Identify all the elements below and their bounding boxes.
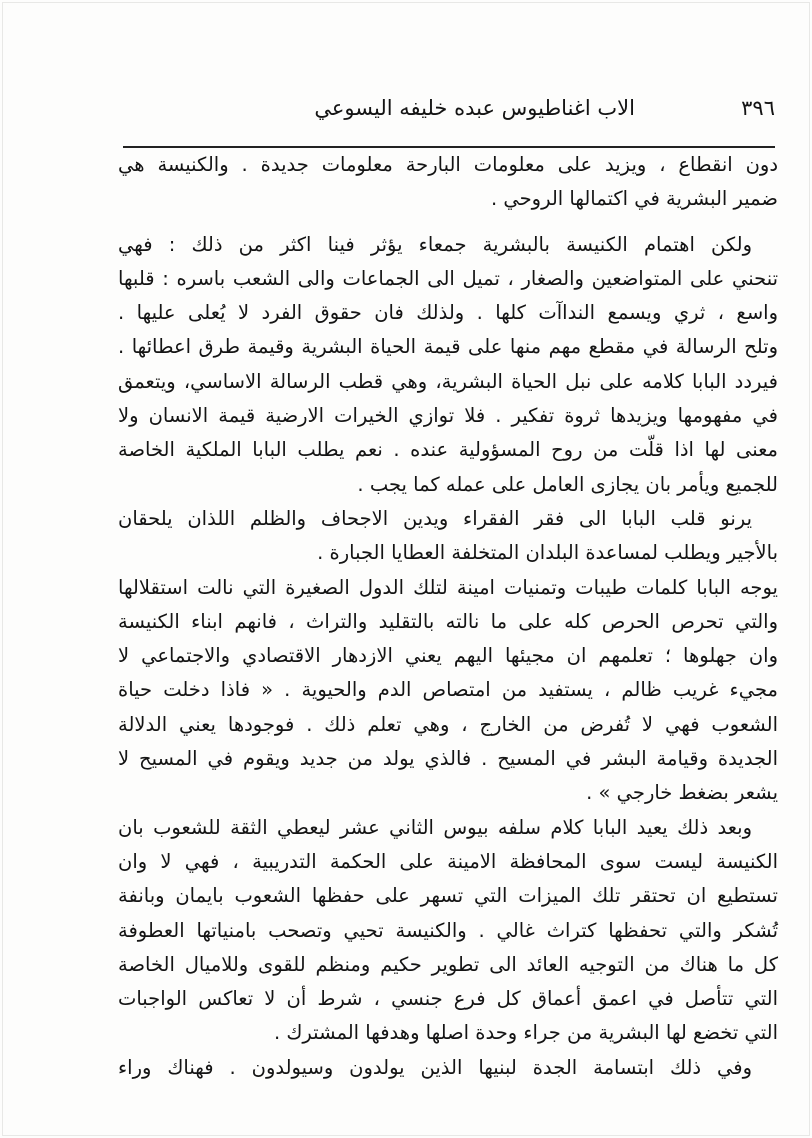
text-line: في مفهومها ويزيدها ثروة تفكير . فلا توازي الخيرات الارضية قيمة الانسان ولا <box>118 404 778 428</box>
text-line: تُشكر والتي تحفظها كتراث غالي . والكنيسة تحيي وتصحب بامنياتها العطوفة <box>118 918 778 942</box>
text-line: فيردد البابا كلامه على نبل الحياة البشرية، وهي قطب الرسالة الاساسي، ويتعمق <box>118 369 778 393</box>
text-line: كل ما هناك من التوجيه العائد الى تطوير حكيم ومنظم للقوى وللاميال الخاصة <box>118 952 778 976</box>
running-title: الاب اغناطيوس عبده خليفه اليسوعي <box>314 96 635 120</box>
text-line: معنى لها اذا قلّت من روح المسؤولية عنده . نعم يطلب البابا الملكية الخاصة <box>118 438 778 462</box>
page-number: ٣٩٦ <box>741 96 775 120</box>
text-line: والتي تحرص الحرص كله على ما نالته بالتقليد والتراث ، فانهم ابناء الكنيسة <box>118 609 778 633</box>
body-text <box>118 148 778 1085</box>
text-line: يوجه البابا كلمات طيبات وتمنيات امينة لتلك الدول الصغيرة التي نالت استقلالها <box>118 575 778 599</box>
text-line: الشعوب فهي لا تُفرض من الخارج ، وهي تعلم ذلك . فوجودها يعني الدلالة <box>118 712 778 736</box>
page-header <box>160 96 775 130</box>
text-line: يرنو قلب البابا الى فقر الفقراء ويدين الاجحاف والظلم اللذان يلحقان <box>118 506 752 530</box>
text-line: للجميع ويأمر بان يجازى العامل على عمله كما يجب . <box>357 472 778 496</box>
text-line: الجديدة وقيامة البشر في المسيح . فالذي يولد من جديد ويقوم في المسيح لا <box>118 747 778 771</box>
text-line: تستطيع ان تحتقر تلك الميزات التي تسهر على حفظها الشعوب بايمان وبانفة <box>118 884 778 908</box>
text-line: يشعر بضغط خارجي » . <box>586 781 778 805</box>
text-line: وفي ذلك ابتسامة الجدة لبنيها الذين يولدون وسيولدون . فهناك وراء <box>118 1055 752 1079</box>
text-line: الكنيسة ليست سوى المحافظة الامينة على الحكمة التدريبية ، فهي لا وان <box>118 849 778 873</box>
text-line: وتلح الرسالة في مقطع مهم منها على قيمة الحياة البشرية وقيمة طرق اعطائها . <box>118 335 778 359</box>
text-line: ضمير البشرية في اكتمالها الروحي . <box>490 187 778 211</box>
text-line: التي تتأصل في اعمق أعماق كل فرع جنسي ، شرط أن لا تعاكس الواجبات <box>118 987 778 1011</box>
text-line: تنحني على المتواضعين والصغار ، تميل الى الجماعات والى الشعب باسره : قلبها <box>118 266 778 290</box>
text-line: ولكن اهتمام الكنيسة بالبشرية جمعاء يؤثر فينا اكثر من ذلك : فهي <box>118 232 752 256</box>
text-line: وبعد ذلك يعيد البابا كلام سلفه بيوس الثاني عشر ليعطي الثقة للشعوب بان <box>118 815 752 839</box>
text-line: التي تخضع لها البشرية من جراء وحدة اصلها وهدفها المشترك . <box>273 1021 778 1045</box>
text-line: وان جهلوها ؛ تعلمهم ان مجيئها اليهم يعني الازدهار الاقتصادي والاجتماعي لا <box>118 644 778 668</box>
text-line: مجيء غريب ظالم ، يستفيد من امتصاص الدم والحيوية . « فاذا دخلت حياة <box>118 678 778 702</box>
text-line: دون انقطاع ، ويزيد على معلومات البارحة معلومات جديدة . والكنيسة هي <box>118 153 778 176</box>
text-line: واسع ، ثري ويسمع النداآت كلها . ولذلك فان حقوق الفرد لا يُعلى عليها . <box>118 301 778 325</box>
text-line: بالأجير ويطلب لمساعدة البلدان المتخلفة العطايا الجبارة . <box>317 541 778 565</box>
